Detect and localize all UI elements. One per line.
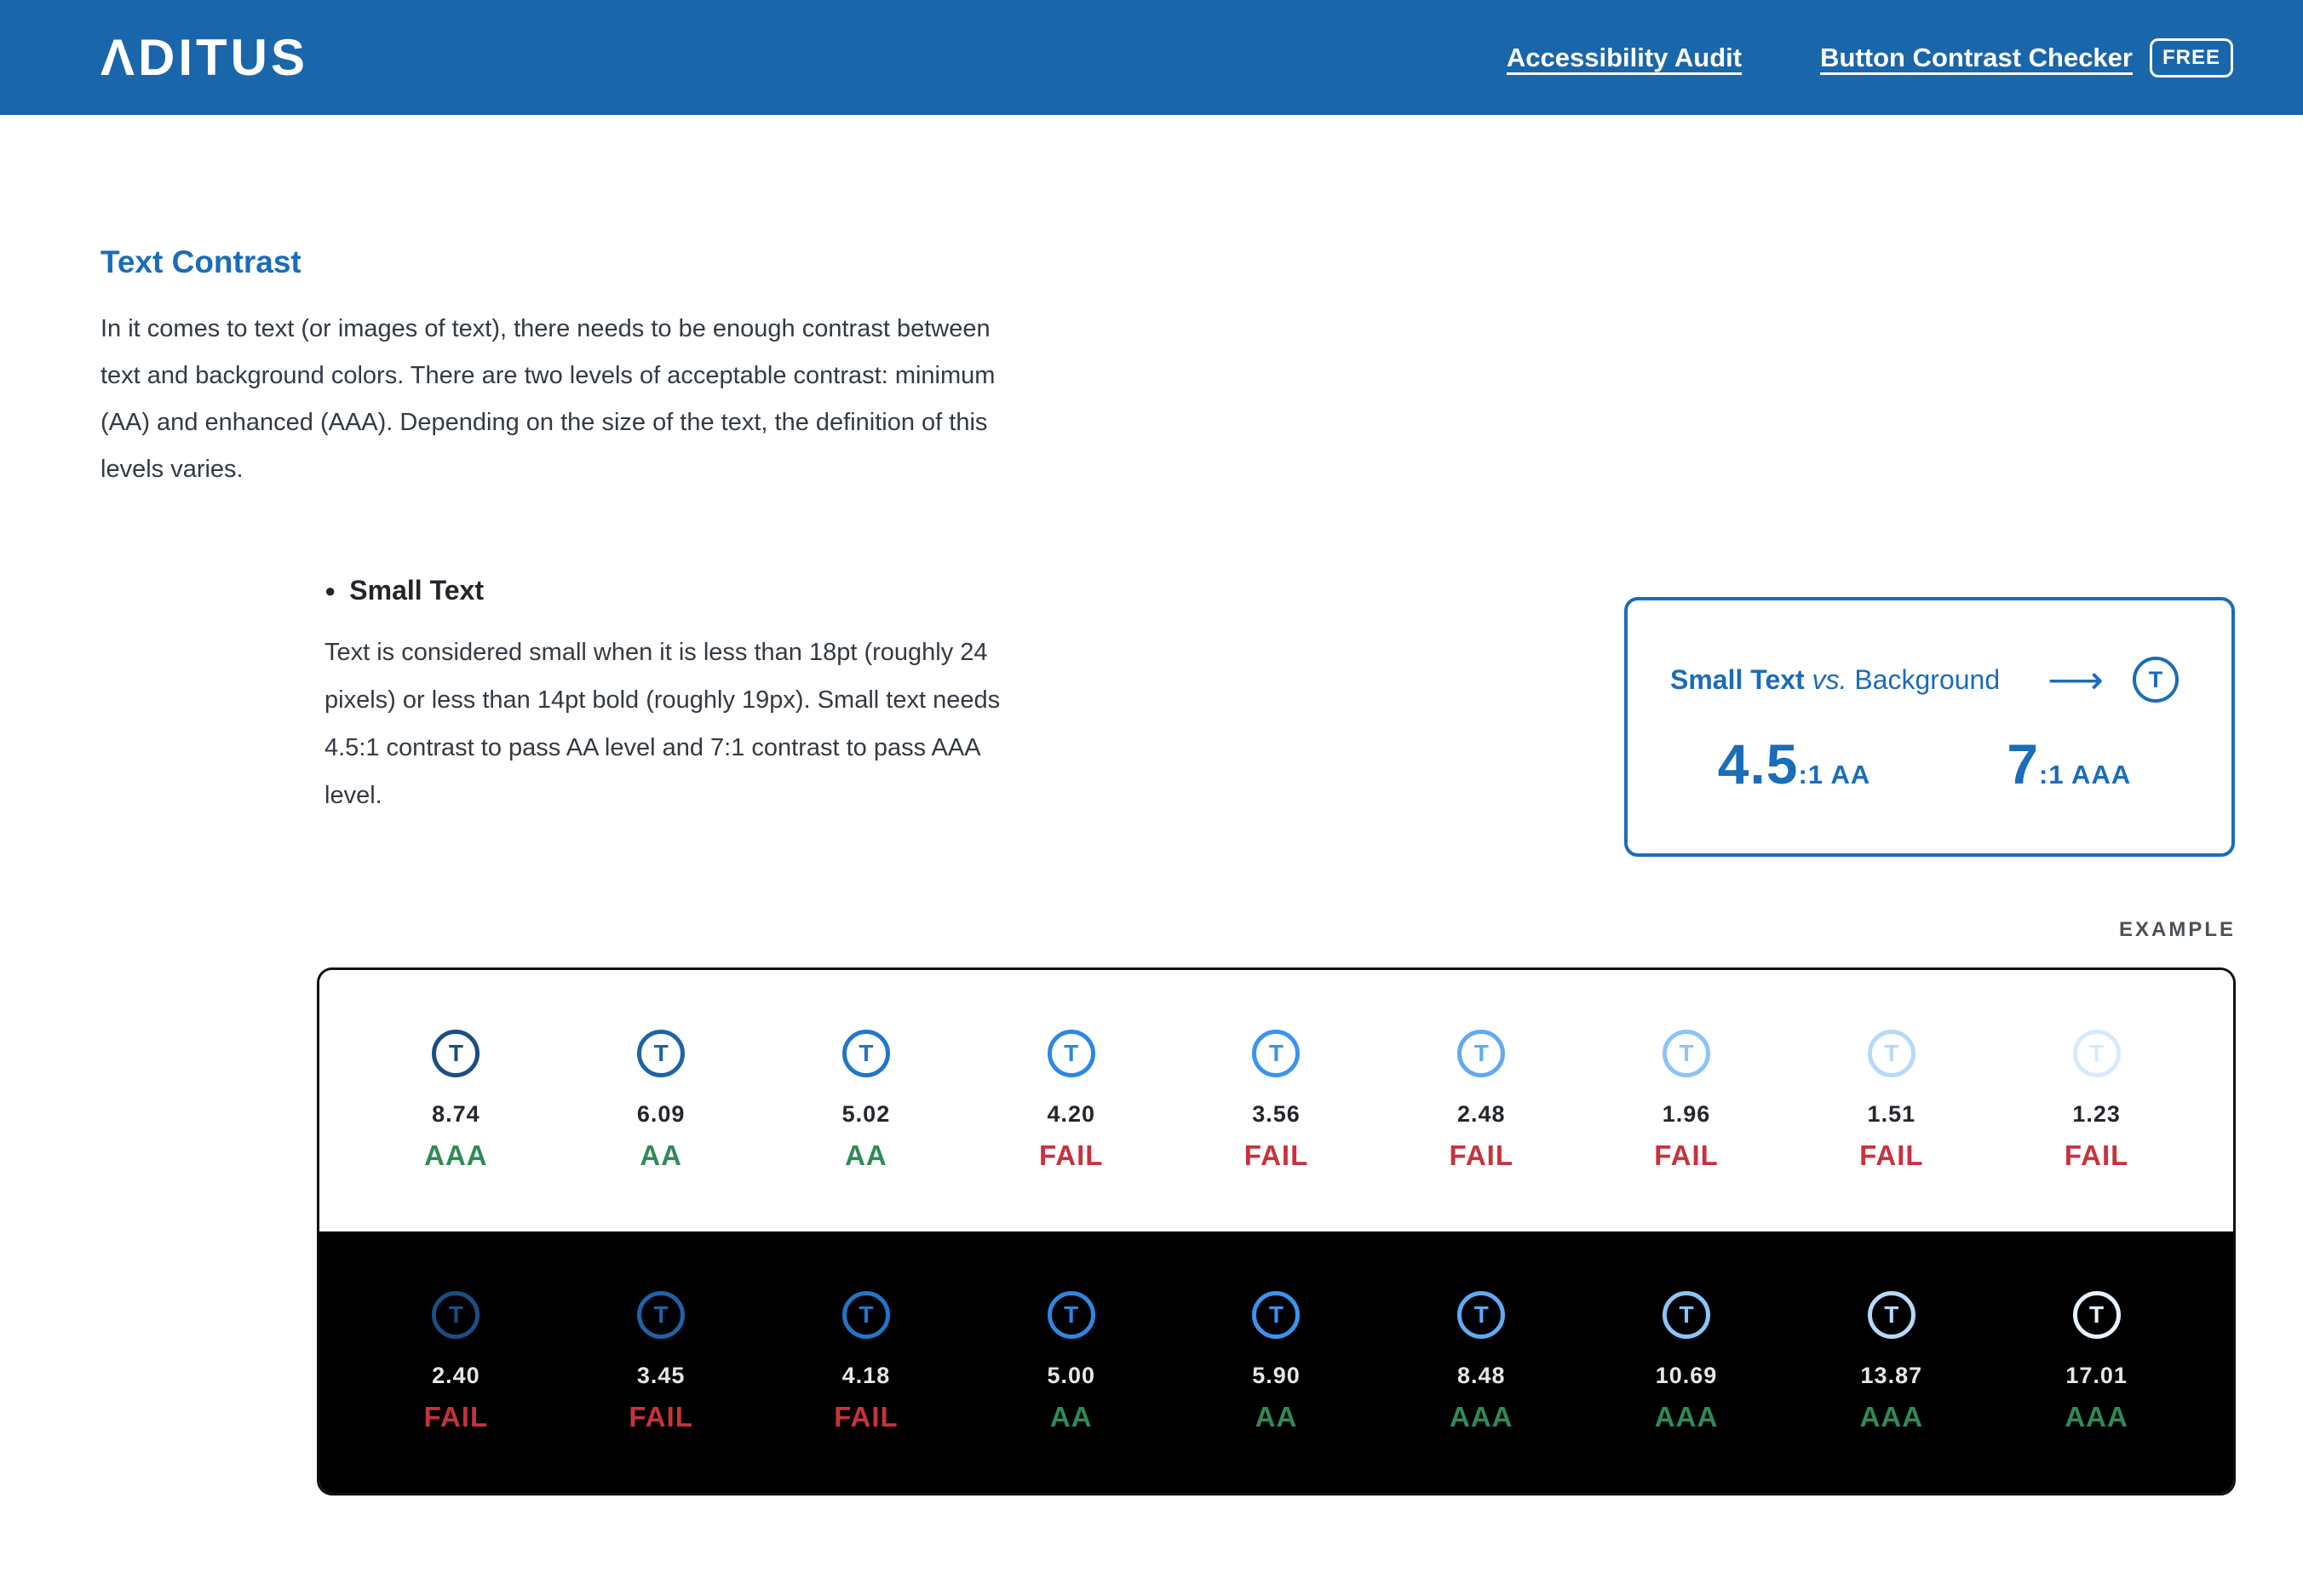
- contrast-ratio: 13.87: [1860, 1363, 1923, 1388]
- text-sample-icon: T: [1457, 1291, 1505, 1339]
- contrast-cell: [353, 1030, 559, 1172]
- contrast-status: FAIL: [423, 1401, 489, 1432]
- text-sample-icon: T: [1048, 1291, 1095, 1339]
- rule-card-title-row: [1670, 657, 2179, 703]
- contrast-cell: [1584, 1291, 1789, 1433]
- contrast-cell: [1994, 1291, 2199, 1433]
- contrast-ratio: 2.48: [1456, 1101, 1506, 1127]
- contrast-ratio: 10.69: [1655, 1363, 1718, 1388]
- intro-paragraph: In it comes to text (or images of text), there needs to be enough contrast between text and background colors. There are two levels of acceptable contrast: minimum (AA) and enhanced (AAA). Depending on the size of the text, the definition of this levels varies.: [101, 315, 996, 483]
- contrast-status: AAA: [1654, 1401, 1719, 1432]
- contrast-ratio: 5.00: [1047, 1363, 1095, 1388]
- contrast-cell: [764, 1030, 969, 1172]
- text-sample-icon: T: [1457, 1030, 1505, 1077]
- button-contrast-checker-link[interactable]: Button Contrast Checker: [1820, 42, 2133, 72]
- contrast-ratio: 4.18: [841, 1363, 891, 1388]
- contrast-ratio: 5.90: [1252, 1363, 1301, 1388]
- contrast-status: AAA: [1859, 1401, 1924, 1432]
- contrast-ratio: 6.09: [636, 1101, 686, 1127]
- contrast-status: FAIL: [1859, 1140, 1924, 1171]
- contrast-cell: [968, 1030, 1174, 1172]
- contrast-ratio: 3.56: [1252, 1101, 1301, 1127]
- right-arrow-icon: ⟶: [2047, 657, 2104, 702]
- accessibility-audit-link[interactable]: Accessibility Audit: [1506, 42, 1743, 72]
- contrast-status: FAIL: [1654, 1140, 1719, 1171]
- contrast-status: FAIL: [834, 1401, 899, 1432]
- page-title: Text Contrast: [101, 244, 302, 279]
- contrast-status: AA: [1255, 1401, 1298, 1432]
- contrast-status: AA: [1049, 1401, 1093, 1432]
- text-sample-icon: T: [637, 1291, 685, 1339]
- contrast-ratio: 8.48: [1456, 1363, 1506, 1388]
- text-sample-icon: T: [1252, 1030, 1300, 1077]
- black-background-row: [319, 1231, 2233, 1493]
- text-sample-icon: T: [2133, 657, 2179, 703]
- text-sample-icon: T: [1048, 1030, 1095, 1077]
- contrast-status: AA: [640, 1140, 682, 1171]
- contrast-cell: [1174, 1030, 1379, 1172]
- contrast-rule-card: [1624, 597, 2235, 857]
- white-background-row: [319, 970, 2233, 1231]
- aa-ratio-value: 4.5: [1717, 732, 1799, 795]
- text-sample-icon: T: [432, 1291, 480, 1339]
- contrast-cell: [1174, 1291, 1379, 1433]
- text-sample-icon: T: [432, 1030, 480, 1077]
- main-content: [0, 244, 2303, 1432]
- contrast-cell: [968, 1291, 1174, 1433]
- contrast-status: FAIL: [2064, 1140, 2129, 1171]
- rule-card-title: [1670, 664, 2000, 696]
- contrast-cell: [559, 1030, 764, 1172]
- contrast-status: AA: [845, 1140, 887, 1171]
- contrast-cell: [764, 1291, 969, 1433]
- small-text-paragraph: Text is considered small when it is less than 18pt (roughly 24 pixels) or less than 14pt bold (roughly 19px). Small text needs 4.5:1 contrast to pass AA level and 7:1 contrast to pass AAA level.: [324, 639, 1001, 809]
- nav-item-button-contrast-checker: [1820, 38, 2233, 78]
- text-sample-icon: T: [842, 1291, 890, 1339]
- small-text-heading-label: Small Text: [349, 575, 484, 606]
- top-navbar: [0, 0, 2303, 115]
- example-label: EXAMPLE: [2118, 918, 2236, 941]
- contrast-cell: [1789, 1291, 1994, 1433]
- bullet-icon: ●: [324, 579, 336, 601]
- text-sample-icon: T: [1868, 1030, 1915, 1077]
- contrast-example-box: [317, 967, 2236, 1496]
- text-sample-icon: T: [1663, 1030, 1710, 1077]
- contrast-cell: [1994, 1030, 2199, 1172]
- contrast-status: AAA: [1450, 1401, 1513, 1432]
- aaa-ratio: [2007, 732, 2131, 796]
- contrast-cell: [559, 1291, 764, 1433]
- contrast-ratio: 1.23: [2072, 1101, 2121, 1127]
- rule-card-title-vs: vs.: [1804, 663, 1855, 695]
- aa-ratio-suffix: :1 AA: [1798, 760, 1871, 789]
- text-sample-icon: T: [1868, 1291, 1915, 1339]
- contrast-ratio: 3.45: [636, 1363, 686, 1388]
- header-nav: [1507, 38, 2233, 78]
- aaa-ratio-suffix: :1 AAA: [2039, 760, 2132, 789]
- contrast-ratio: 2.40: [432, 1363, 480, 1388]
- contrast-ratio: 17.01: [2065, 1363, 2128, 1388]
- text-sample-icon: T: [2073, 1030, 2121, 1077]
- contrast-status: FAIL: [629, 1401, 693, 1432]
- free-badge: FREE: [2150, 38, 2233, 78]
- nav-item-accessibility-audit: [1507, 43, 1742, 73]
- text-sample-icon: T: [637, 1030, 685, 1077]
- contrast-status: FAIL: [1038, 1140, 1104, 1171]
- contrast-ratio: 4.20: [1047, 1101, 1095, 1127]
- contrast-ratio: 8.74: [432, 1101, 480, 1127]
- rule-card-title-strong: Small Text: [1670, 663, 1805, 695]
- text-sample-icon: T: [842, 1030, 890, 1077]
- rule-card-title-rest: Background: [1854, 663, 2001, 695]
- contrast-status: FAIL: [1243, 1140, 1309, 1171]
- text-sample-icon: T: [1252, 1291, 1300, 1339]
- contrast-cell: [1379, 1291, 1584, 1433]
- aaa-ratio-value: 7: [2007, 732, 2040, 795]
- text-sample-icon: T: [1663, 1291, 1710, 1339]
- contrast-cell: [1584, 1030, 1789, 1172]
- aditus-logo[interactable]: ΛDITUS: [101, 29, 309, 86]
- contrast-ratio: 5.02: [841, 1101, 891, 1127]
- contrast-cell: [1379, 1030, 1584, 1172]
- contrast-ratio: 1.96: [1662, 1101, 1711, 1127]
- contrast-status: AAA: [2065, 1401, 2128, 1432]
- rule-card-ratios: [1670, 732, 2179, 796]
- contrast-status: AAA: [424, 1140, 488, 1171]
- contrast-status: FAIL: [1449, 1140, 1514, 1171]
- text-sample-icon: T: [2073, 1291, 2121, 1339]
- contrast-ratio: 1.51: [1867, 1101, 1916, 1127]
- contrast-cell: [353, 1291, 559, 1433]
- contrast-cell: [1789, 1030, 1994, 1172]
- aa-ratio: [1718, 732, 1871, 796]
